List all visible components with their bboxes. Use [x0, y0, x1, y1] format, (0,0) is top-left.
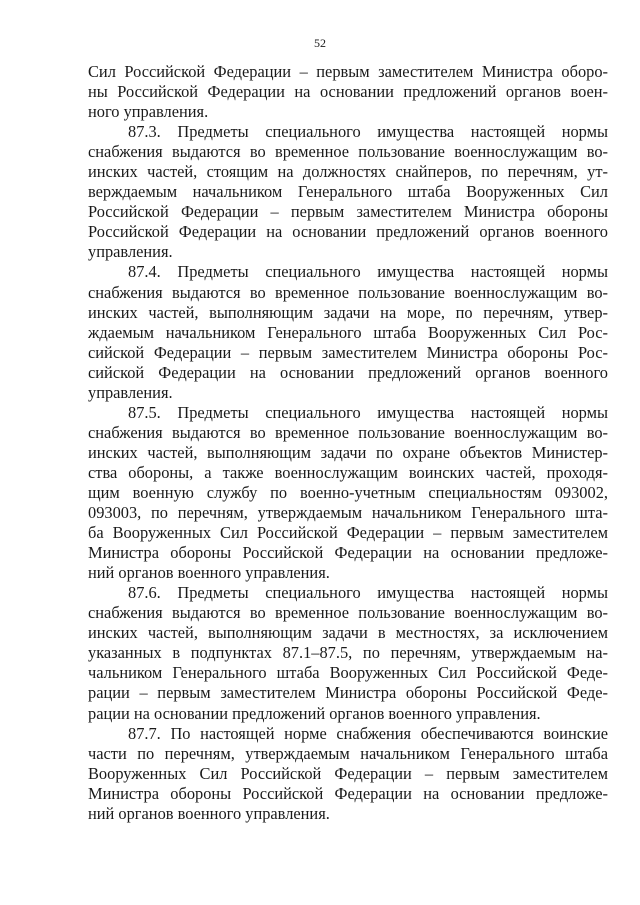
- text-line: 87.5. Предметы специального имущества настоящей нормы: [128, 402, 608, 422]
- text-line: сийской Федерации – первым заместителем Министра обороны Рос-: [88, 342, 608, 362]
- text-line: снабжения выдаются во временное пользование военнослужащим во-: [88, 282, 608, 302]
- text-line: 87.3. Предметы специального имущества настоящей нормы: [128, 122, 608, 142]
- text-line: инских частей, выполняющим задачи в местностях, за исключением: [88, 623, 608, 643]
- text-line: рации – первым заместителем Министра обороны Российской Феде-: [88, 683, 608, 703]
- text-line: снабжения выдаются во временное пользование военнослужащим во-: [88, 603, 608, 623]
- text-line: ства обороны, а также военнослужащим воинских частей, проходя-: [88, 462, 608, 482]
- text-line: рации на основании предложений органов военного управления.: [88, 703, 541, 723]
- text-line: Министра обороны Российской Федерации на основании предложе-: [88, 543, 608, 563]
- text-line: части по перечням, утверждаемым начальником Генерального штаба: [88, 743, 608, 763]
- text-line: Российской Федерации – первым заместителем Министра обороны: [88, 202, 608, 222]
- text-line: управления.: [88, 382, 173, 402]
- text-line: ны Российской Федерации на основании предложений органов воен-: [88, 82, 608, 102]
- text-line: 87.4. Предметы специального имущества настоящей нормы: [128, 262, 608, 282]
- text-line: ний органов военного управления.: [88, 803, 330, 823]
- text-line: 87.7. По настоящей норме снабжения обеспечиваются воинские: [128, 723, 608, 743]
- text-line: Министра обороны Российской Федерации на основании предложе-: [88, 783, 608, 803]
- text-line: щим военную службу по военно-учетным специальностям 093002,: [88, 482, 608, 502]
- text-line: снабжения выдаются во временное пользование военнослужащим во-: [88, 422, 608, 442]
- text-line: ний органов военного управления.: [88, 563, 330, 583]
- text-line: ба Вооруженных Сил Российской Федерации – первым заместителем: [88, 523, 608, 543]
- text-line: ного управления.: [88, 102, 209, 122]
- text-line: 87.6. Предметы специального имущества настоящей нормы: [128, 583, 608, 603]
- text-line: инских частей, выполняющим задачи на море, по перечням, утвер-: [88, 302, 608, 322]
- text-line: чальником Генерального штаба Вооруженных Сил Российской Феде-: [88, 663, 608, 683]
- text-line: указанных в подпунктах 87.1–87.5, по перечням, утверждаемым на-: [88, 643, 608, 663]
- text-line: инских частей, выполняющим задачи по охране объектов Министер-: [88, 442, 608, 462]
- text-line: Вооруженных Сил Российской Федерации – первым заместителем: [88, 763, 608, 783]
- page-number: 52: [314, 36, 326, 50]
- text-line: инских частей, стоящим на должностях снайперов, по перечням, ут-: [88, 162, 608, 182]
- text-line: Сил Российской Федерации – первым заместителем Министра оборо-: [88, 62, 608, 81]
- text-line: снабжения выдаются во временное пользование военнослужащим во-: [88, 142, 608, 162]
- text-line: ждаемым начальником Генерального штаба Вооруженных Сил Рос-: [88, 322, 608, 342]
- text-line: сийской Федерации на основании предложений органов военного: [88, 362, 608, 382]
- text-line: 093003, по перечням, утверждаемым начальником Генерального шта-: [88, 503, 608, 523]
- text-line: верждаемым начальником Генерального штаба Вооруженных Сил: [88, 182, 608, 202]
- text-line: управления.: [88, 242, 173, 262]
- body-text: [88, 62, 608, 824]
- text-line: Российской Федерации на основании предложений органов военного: [88, 222, 608, 242]
